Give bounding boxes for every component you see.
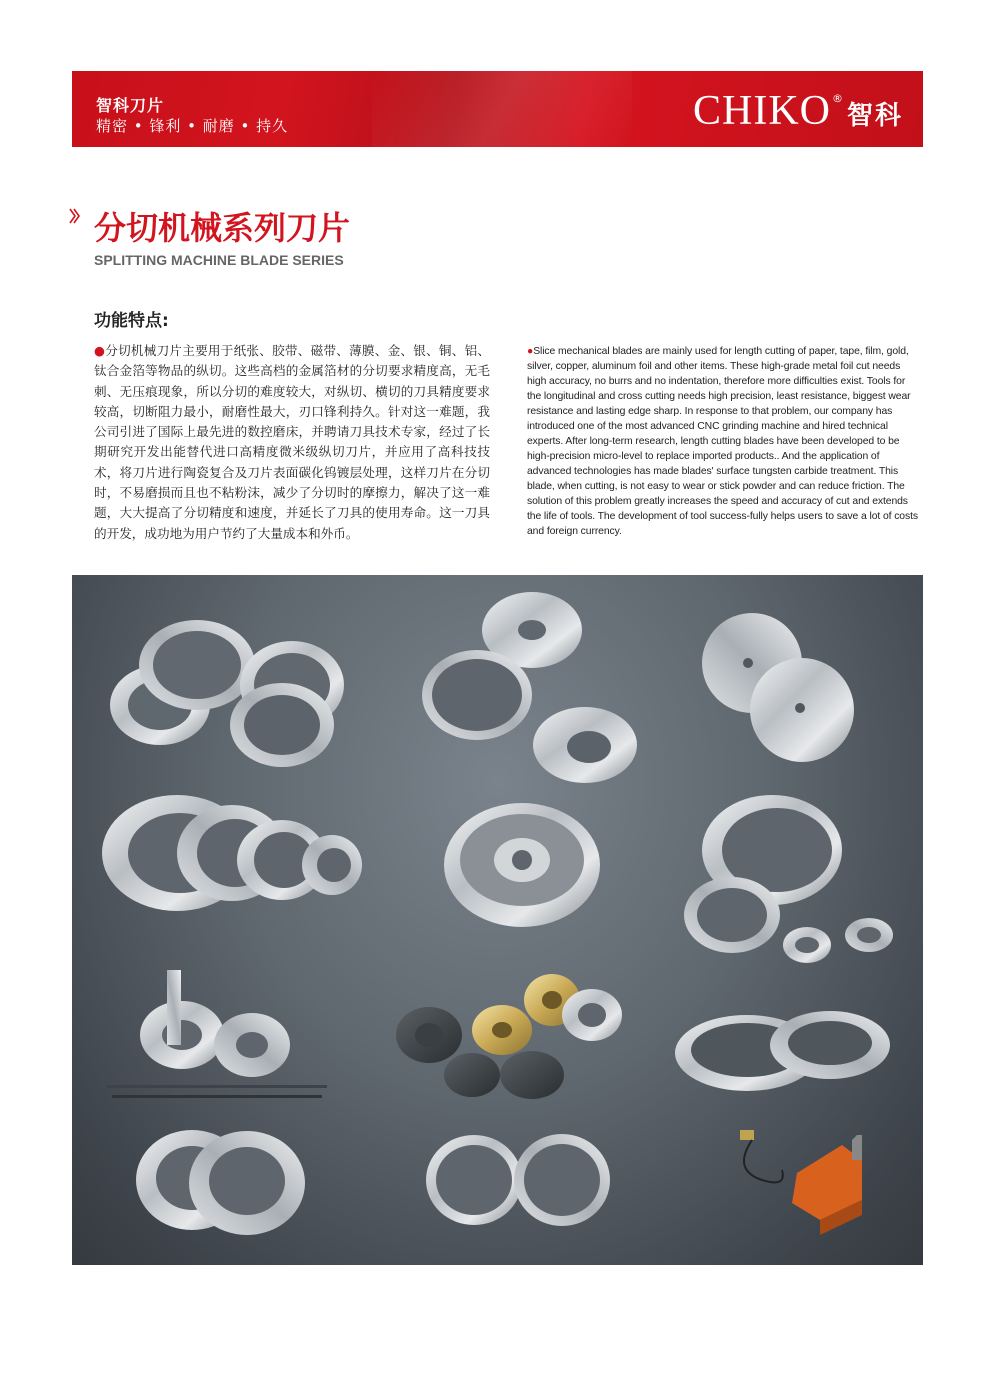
product-image-ring-set <box>110 620 344 767</box>
chevron-right-icon <box>68 207 82 225</box>
page-title-en: SPLITTING MACHINE BLADE SERIES <box>94 252 344 268</box>
features-heading: 功能特点: <box>94 311 169 331</box>
description-cn <box>94 341 490 544</box>
product-image-ring-stack <box>684 795 893 963</box>
banner-sheen <box>372 71 632 147</box>
product-image-thick-rings <box>675 1011 890 1091</box>
product-photo-panel <box>72 575 923 1265</box>
chiko-logo <box>692 87 903 134</box>
product-image-collars <box>396 974 622 1099</box>
product-image-flat-rings <box>422 592 637 783</box>
description-cn-text: 分切机械刀片主要用于纸张、胶带、磁带、薄膜、金、银、铜、铝、钛合金箔等物品的纵切。这些高档的金属箔材的分切要求精度高，无毛刺、无压痕现象，所以分切的难度较大，对纵切、横切的刀具精度要求较高，切断阻力最小，耐磨性最大，刃口锋利持久。针对这一难题，我公司引进了国际上最先进的数控磨床，并聘请刀具技术专家，经过了长期研究开发出能替代进口高精度微米级纵切刀片，并应用了高科技技术，将刀片进行陶瓷复合及刀片表面碳化钨镀层处理，这样刀片在分切时，不易磨损而且也不粘粉沫，减少了分切时的摩擦力，解决了这一难题，大大提高了分切精度和速度，并延长了刀具的使用寿命。这一刀具的开发，成功地为用户节约了大量成本和外币。 <box>94 343 490 541</box>
product-photos <box>72 575 923 1265</box>
product-image-shaped-blades <box>136 1130 305 1235</box>
bullet-icon: ● <box>94 343 106 358</box>
product-image-notched-rings <box>426 1134 610 1226</box>
logo-text-cn: 智科 <box>846 101 903 131</box>
product-image-disc-blades <box>702 613 854 762</box>
logo-text-en: CHIKO <box>692 88 831 134</box>
bullet-icon: ● <box>527 346 534 357</box>
description-en-text: Slice mechanical blades are mainly used for length cutting of paper, tape, film, gold, silver, copper, aluminum foil and other items. These high-grade metal foil cut needs high accuracy, no burrs and no indentation, therefore more difficulties exist. Tools for the longitudinal and cross cutting needs high precision, least resistance, biggest wear resistance and lasting edge sharp. In response to that problem, our company has introduced one of the most advanced CNC grinding machine and hired technical experts. After long-term research, length cutting blades have been developed to be high-precision micro-level to replace imported products.. And the application of advanced technologies has made blades' surface tungsten carbide treatment. This blade, when cutting, is not easy to wear or stick powder and can reduce friction. The solution of this problem greatly increases the speed and accuracy of cut and extends the life of tools. The development of tool success-fully helps users to save a lot of costs and foreign currency. <box>527 346 918 537</box>
registered-mark: ® <box>831 92 843 105</box>
brand-name-cn: 智科刀片 <box>96 96 165 115</box>
page-title-cn: 分切机械系列刀片 <box>94 209 351 247</box>
product-image-circular-knives <box>102 795 362 911</box>
product-image-sensor-module <box>740 1130 862 1235</box>
product-image-slotted-blade <box>444 803 600 927</box>
description-en <box>527 344 919 539</box>
product-image-holder-assembly <box>107 970 327 1098</box>
brand-slogan: 精密 • 锋利 • 耐磨 • 持久 <box>96 117 289 135</box>
header-banner <box>72 71 923 147</box>
